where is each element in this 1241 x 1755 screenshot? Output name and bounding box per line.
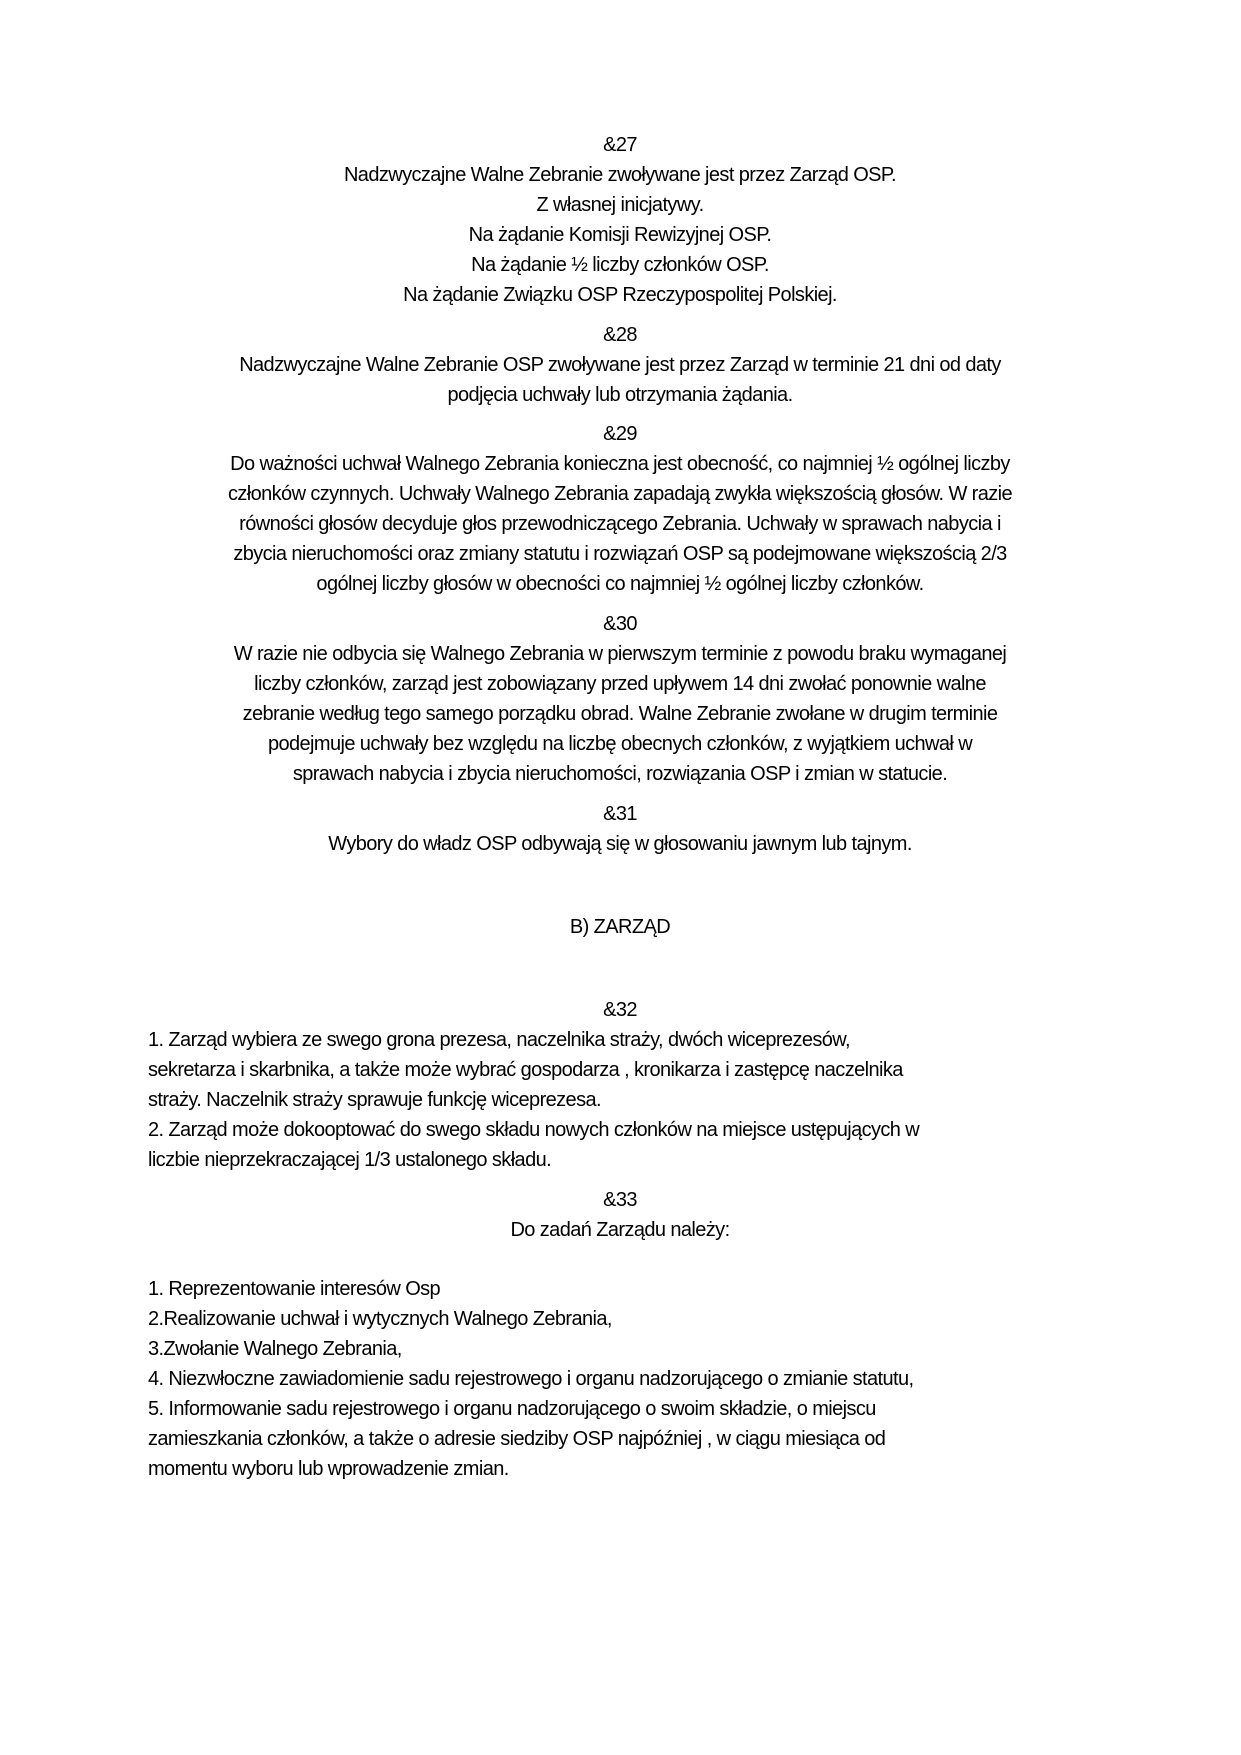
section-29-line: ogólnej liczby głosów w obecności co najmniej ½ ogólnej liczby członków. xyxy=(316,573,924,595)
section-32-line: 1. Zarząd wybiera ze swego grona prezesa, naczelnika straży, dwóch wiceprezesów, xyxy=(148,1029,850,1051)
section-heading-29: &29 xyxy=(603,423,637,445)
section-heading-27: &27 xyxy=(603,134,637,156)
section-29-line: zbycia nieruchomości oraz zmiany statutu i rozwiązań OSP są podejmowane większością 2/3 xyxy=(233,543,1007,565)
section-32-line: sekretarza i skarbnika, a także może wybrać gospodarza , kronikarza i zastępcę naczelnika xyxy=(148,1059,903,1081)
section-27-line: Na żądanie Związku OSP Rzeczypospolitej Polskiej. xyxy=(403,284,837,306)
section-32-line: 2. Zarząd może dokooptować do swego składu nowych członków na miejsce ustępujących w xyxy=(148,1119,920,1141)
section-32-line: straży. Naczelnik straży sprawuje funkcję wiceprezesa. xyxy=(148,1089,601,1111)
section-30-line: zebranie według tego samego porządku obrad. Walne Zebranie zwołane w drugim terminie xyxy=(242,703,998,725)
section-heading-31: &31 xyxy=(603,803,637,825)
section-heading-28: &28 xyxy=(603,324,637,346)
section-heading-30: &30 xyxy=(603,613,637,635)
section-30-line: podejmuje uchwały bez względu na liczbę obecnych członków, z wyjątkiem uchwał w xyxy=(267,733,973,755)
section-29-line: Do ważności uchwał Walnego Zebrania konieczna jest obecność, co najmniej ½ ogólnej liczby xyxy=(230,453,1010,475)
section-27-line: Z własnej inicjatywy. xyxy=(536,194,704,216)
list-item: momentu wyboru lub wprowadzenie zmian. xyxy=(148,1458,509,1480)
list-item: 2.Realizowanie uchwał i wytycznych Walnego Zebrania, xyxy=(148,1308,612,1330)
section-33-intro: Do zadań Zarządu należy: xyxy=(510,1219,730,1241)
section-28-line: podjęcia uchwały lub otrzymania żądania. xyxy=(447,384,793,406)
list-item: 4. Niezwłoczne zawiadomienie sadu rejestrowego i organu nadzorującego o zmianie statutu, xyxy=(148,1368,914,1390)
section-30-line: W razie nie odbycia się Walnego Zebrania w pierwszym terminie z powodu braku wymaganej xyxy=(233,643,1007,665)
section-heading-32: &32 xyxy=(603,999,637,1021)
section-30-line: liczby członków, zarząd jest zobowiązany przed upływem 14 dni zwołać ponownie walne xyxy=(254,673,986,695)
chapter-title: B) ZARZĄD xyxy=(569,916,671,938)
section-32-line: liczbie nieprzekraczającej 1/3 ustalonego składu. xyxy=(148,1149,552,1171)
section-30-line: sprawach nabycia i zbycia nieruchomości, rozwiązania OSP i zmian w statucie. xyxy=(292,763,948,785)
section-27-line: Na żądanie ½ liczby członków OSP. xyxy=(471,254,769,276)
list-item: 3.Zwołanie Walnego Zebrania, xyxy=(148,1338,402,1360)
section-28-line: Nadzwyczajne Walne Zebranie OSP zwoływane jest przez Zarząd w terminie 21 dni od daty xyxy=(239,354,1001,376)
list-item: zamieszkania członków, a także o adresie siedziby OSP najpóźniej , w ciągu miesiąca od xyxy=(148,1428,886,1450)
section-31-line: Wybory do władz OSP odbywają się w głosowaniu jawnym lub tajnym. xyxy=(328,833,912,855)
list-item: 1. Reprezentowanie interesów Osp xyxy=(148,1278,441,1300)
section-29-line: równości głosów decyduje głos przewodniczącego Zebrania. Uchwały w sprawach nabycia i xyxy=(239,513,1001,535)
list-item: 5. Informowanie sadu rejestrowego i organu nadzorującego o swoim składzie, o miejscu xyxy=(148,1398,876,1420)
section-27-line: Nadzwyczajne Walne Zebranie zwoływane jest przez Zarząd OSP. xyxy=(343,164,897,186)
section-29-line: członków czynnych. Uchwały Walnego Zebrania zapadają zwykła większością głosów. W razie xyxy=(227,483,1013,505)
section-27-line: Na żądanie Komisji Rewizyjnej OSP. xyxy=(468,224,772,246)
section-heading-33: &33 xyxy=(603,1189,637,1211)
